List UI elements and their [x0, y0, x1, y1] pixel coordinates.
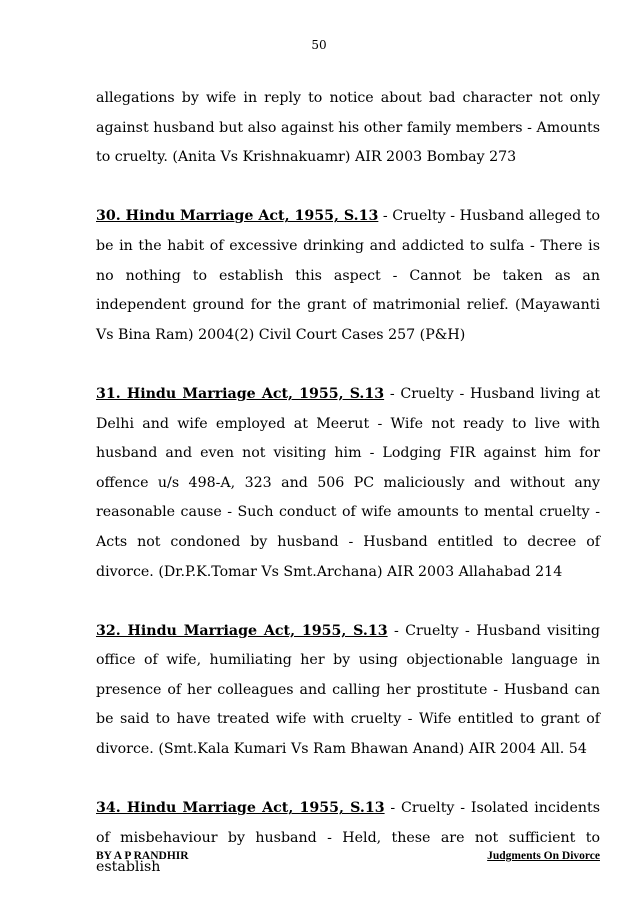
entry-paragraph [96, 617, 600, 765]
entry-paragraph [96, 380, 600, 587]
entry-heading: 34. Hindu Marriage Act, 1955, S.13 [96, 800, 385, 817]
page-number: 50 [311, 38, 327, 52]
entry-heading: 32. Hindu Marriage Act, 1955, S.13 [96, 622, 388, 639]
footer-author: BY A P RANDHIR [96, 850, 189, 862]
entry-text: allegations by wife in reply to notice about bad character not only against husband but also against his other family members - Amounts to cruelty. (Anita Vs Krishnakuamr) AIR 2003 Bombay 273 [96, 90, 600, 166]
entry-text: - Cruelty - Husband alleged to be in the habit of excessive drinking and addicted to sulfa - There is no nothing to establish this aspect - Cannot be taken as an independent ground for the grant of matrimonial relief. (Mayawanti Vs Bina Ram) 2004(2) Civil Court Cases 257 (P&H) [96, 208, 600, 343]
entry-heading: 31. Hindu Marriage Act, 1955, S.13 [96, 385, 385, 402]
page-footer [96, 850, 600, 866]
entry-heading: 30. Hindu Marriage Act, 1955, S.13 [96, 208, 379, 225]
entry-text: - Cruelty - Husband living at Delhi and wife employed at Meerut - Wife not ready to live with husband and even not visiting him - Lodging FIR against him for offence u/s 498-A, 323 and 506 PC maliciously and without any reasonable cause - Such conduct of wife amounts to mental cruelty - Acts not condoned by husband - Husband entitled to decree of divorce. (Dr.P.K.Tomar Vs Smt.Archana) AIR 2003 Allahabad 214 [96, 385, 600, 580]
entry-paragraph [96, 84, 600, 173]
entry-text: - Cruelty - Isolated incidents of misbehaviour by husband - Held, these are not sufficient to establish [96, 800, 601, 876]
footer-document-title: Judgments On Divorce [487, 850, 600, 862]
entry-paragraph [96, 202, 600, 350]
entry-paragraph [96, 794, 600, 883]
document-body [96, 84, 600, 913]
entry-text: - Cruelty - Husband visiting office of wife, humiliating her by using objectionable language in presence of her colleagues and calling her prostitute - Husband can be said to have treated wife with cruelty - Wife entitled to grant of divorce. (Smt.Kala Kumari Vs Ram Bhawan Anand) AIR 2004 All. 54 [96, 622, 600, 758]
